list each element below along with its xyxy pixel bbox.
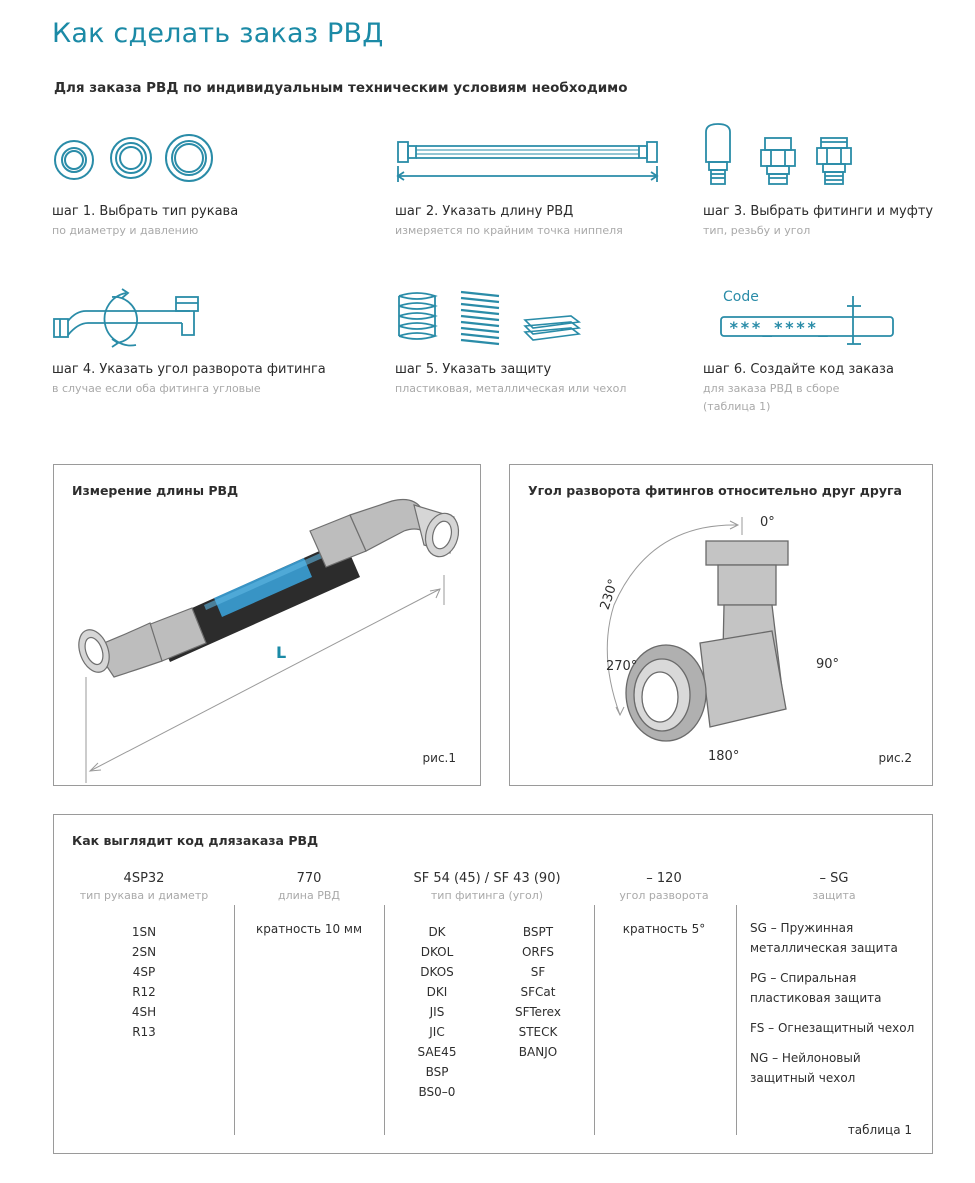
protection-line: металлическая защита (750, 941, 898, 955)
column-length (244, 871, 374, 936)
column-sub: тип рукава и диаметр (79, 889, 209, 902)
list-item (750, 1048, 924, 1088)
protection-line: NG – Нейлоновый (750, 1051, 861, 1065)
list-item: DK (428, 925, 446, 939)
column-fitting-type (392, 871, 582, 1112)
step-4 (52, 285, 352, 415)
panel-2-title: Угол разворота фитингов относительно друг друга (528, 483, 902, 498)
protection-line: FS – Огнезащитный чехол (750, 1021, 915, 1035)
step-5 (395, 290, 695, 415)
list-item: BS0–0 (418, 1085, 456, 1099)
list-item: SFCat (520, 985, 556, 999)
list-item (750, 968, 924, 1008)
order-code-table (53, 814, 933, 1154)
panel-hose-length (53, 464, 481, 786)
table-1-caption: таблица 1 (847, 1123, 912, 1137)
list-item: R13 (132, 1025, 156, 1039)
column-divider (736, 905, 737, 1135)
angle-90-label: 90° (816, 657, 840, 672)
column-head: – 120 (646, 871, 682, 886)
column-sub: длина РВД (278, 889, 340, 902)
step-1 (52, 130, 352, 270)
length-note: кратность 10 мм (255, 922, 363, 936)
figure-1-caption: рис.1 (422, 751, 456, 765)
step-6 (703, 288, 975, 423)
list-item: BANJO (518, 1045, 558, 1059)
step-1-label: шаг 1. Выбрать тип рукава (52, 204, 239, 219)
protection-line: SG – Пружинная (750, 921, 854, 935)
column-sub: защита (812, 889, 856, 902)
list-item: DKOS (420, 965, 454, 979)
list-item: SFTerex (515, 1005, 561, 1019)
code-mask: ***_****_ (729, 318, 830, 337)
angle-270-label: 270° (606, 659, 638, 674)
page-title: Как сделать заказ РВД (52, 18, 384, 49)
list-item: DKOL (420, 945, 454, 959)
panel-1-title: Измерение длины РВД (72, 483, 239, 498)
angle-0-label: 0° (760, 515, 775, 530)
column-head: – SG (819, 871, 849, 886)
angle-180-label: 180° (708, 749, 740, 764)
step-4-desc: в случае если оба фитинга угловые (52, 382, 261, 395)
length-label: L (276, 643, 287, 662)
angle-note: кратность 5° (622, 922, 706, 936)
list-item: BSP (425, 1065, 449, 1079)
column-protection (744, 871, 924, 1098)
page-subtitle: Для заказа РВД по индивидуальным техническим условиям необходимо (54, 80, 628, 96)
fitting-list-right (498, 922, 578, 1062)
step-6-desc: для заказа РВД в сборе (703, 382, 840, 395)
column-head: 770 (296, 871, 322, 886)
column-head: SF 54 (45) / SF 43 (90) (413, 871, 561, 886)
step-2-label: шаг 2. Указать длину РВД (395, 204, 574, 219)
fitting-rotation-icon (52, 285, 212, 349)
list-item: 1SN (131, 925, 157, 939)
column-rotation-angle (600, 871, 728, 936)
list-item: JIC (429, 1025, 445, 1039)
list-item: SF (530, 965, 546, 979)
list-item: 4SH (131, 1005, 157, 1019)
protection-line: пластиковая защита (750, 991, 882, 1005)
protection-line: PG – Спиральная (750, 971, 857, 985)
step-3 (703, 122, 975, 270)
step-2-desc: измеряется по крайним точка ниппеля (395, 224, 623, 237)
column-divider (234, 905, 235, 1135)
code-table-title: Как выглядит код длязаказа РВД (72, 833, 319, 848)
list-item: JIS (429, 1005, 445, 1019)
column-divider (594, 905, 595, 1135)
fittings-icon (703, 122, 873, 192)
list-item: DKI (426, 985, 448, 999)
column-head: 4SP32 (123, 871, 165, 886)
protection-line: защитный чехол (750, 1071, 856, 1085)
column-sub: угол разворота (619, 889, 709, 902)
list-item: BSPT (522, 925, 554, 939)
step-3-desc: тип, резьбу и угол (703, 224, 811, 237)
protection-types-icon (395, 290, 585, 346)
step-4-label: шаг 4. Указать угол разворота фитинга (52, 362, 326, 377)
list-item: SAE45 (417, 1045, 457, 1059)
list-item (750, 918, 924, 958)
list-item (750, 1018, 924, 1038)
list-item: STECK (518, 1025, 558, 1039)
step-5-desc: пластиковая, металлическая или чехол (395, 382, 627, 395)
column-sub: тип фитинга (угол) (430, 889, 544, 902)
code-icon-label: Code (723, 289, 759, 305)
list-item: R12 (132, 985, 156, 999)
step-5-label: шаг 5. Указать защиту (395, 362, 552, 377)
step-1-desc: по диаметру и давлению (52, 224, 199, 237)
hose-cross-sections-icon (52, 130, 222, 190)
angle-230-label: 230° (597, 577, 622, 612)
hose-type-list (64, 922, 224, 1042)
panel-fitting-angle (509, 464, 933, 786)
list-item: 2SN (131, 945, 157, 959)
protection-list (744, 918, 924, 1088)
step-3-label: шаг 3. Выбрать фитинги и муфту (703, 204, 934, 219)
step-6-label: шаг 6. Создайте код заказа (703, 362, 894, 377)
figure-2-caption: рис.2 (878, 751, 912, 765)
fitting-angle-figure (510, 465, 934, 787)
step-2 (395, 130, 695, 270)
hose-length-icon (395, 130, 665, 190)
fitting-list-left (402, 922, 472, 1102)
list-item: ORFS (521, 945, 555, 959)
step-6-desc-2: (таблица 1) (703, 400, 771, 413)
column-hose-type (64, 871, 224, 1042)
list-item: 4SP (132, 965, 156, 979)
column-divider (384, 905, 385, 1135)
hose-assembly-figure (54, 465, 482, 787)
